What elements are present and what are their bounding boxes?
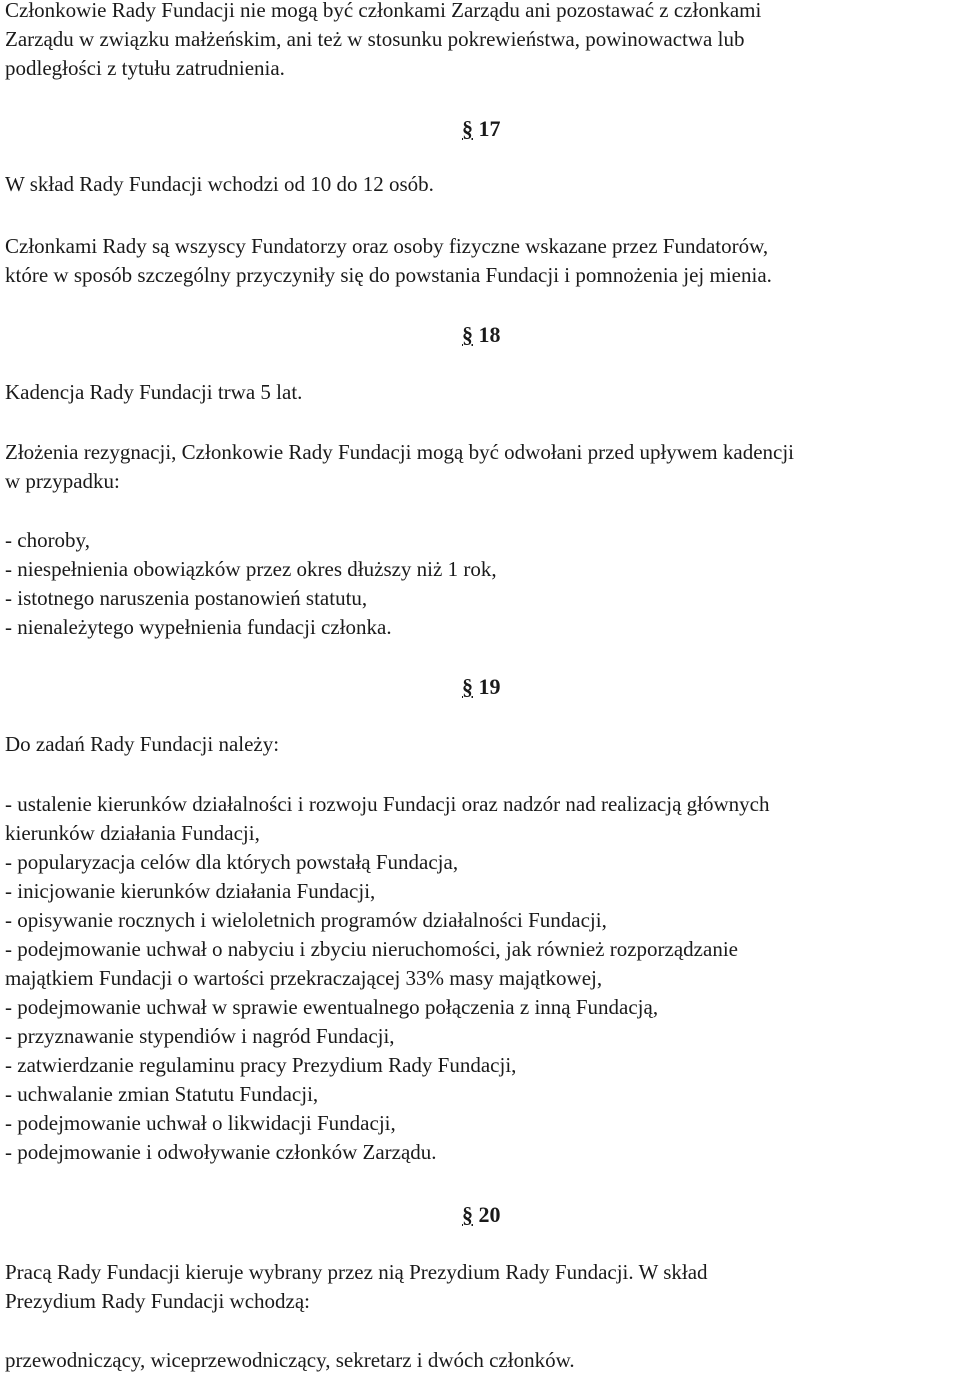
list-item: - podejmowanie i odwoływanie członków Zarządu. bbox=[5, 1140, 437, 1164]
s20-paragraph-2 bbox=[5, 1346, 957, 1375]
section-heading-17 bbox=[462, 114, 501, 143]
section-number: 20 bbox=[478, 1202, 501, 1227]
list-item: - niespełnienia obowiązków przez okres dłuższy niż 1 rok, bbox=[5, 557, 497, 581]
text-line: Członkami Rady są wszyscy Fundatorzy oraz osoby fizyczne wskazane przez Fundatorów, bbox=[5, 234, 769, 258]
text-line: W skład Rady Fundacji wchodzi od 10 do 12 osób. bbox=[5, 172, 434, 196]
list-item: kierunków działania Fundacji, bbox=[5, 821, 260, 845]
text-line: Złożenia rezygnacji, Członkowie Rady Fundacji mogą być odwołani przed upływem kadencji bbox=[5, 440, 795, 464]
text-line: które w sposób szczególny przyczyniły się do powstania Fundacji i pomnożenia jej mienia. bbox=[5, 263, 772, 287]
section-number: 18 bbox=[478, 322, 501, 347]
list-item: - podejmowanie uchwał w sprawie ewentualnego połączenia z inną Fundacją, bbox=[5, 995, 659, 1019]
list-item: - opisywanie rocznych i wieloletnich programów działalności Fundacji, bbox=[5, 908, 607, 932]
text-line: Kadencja Rady Fundacji trwa 5 lat. bbox=[5, 380, 303, 404]
list-item: - podejmowanie uchwał o nabyciu i zbyciu nieruchomości, jak również rozporządzanie bbox=[5, 937, 738, 961]
section-number: 19 bbox=[478, 674, 501, 699]
list-item: - uchwalanie zmian Statutu Fundacji, bbox=[5, 1082, 319, 1106]
list-item: - zatwierdzanie regulaminu pracy Prezydium Rady Fundacji, bbox=[5, 1053, 517, 1077]
list-item: - inicjowanie kierunków działania Fundacji, bbox=[5, 879, 376, 903]
text-line: w przypadku: bbox=[5, 469, 120, 493]
list-item: - popularyzacja celów dla których powstałą Fundacja, bbox=[5, 850, 459, 874]
section-heading-18 bbox=[462, 320, 501, 349]
list-item: majątkiem Fundacji o wartości przekraczającej 33% masy majątkowej, bbox=[5, 966, 603, 990]
text-line: Do zadań Rady Fundacji należy: bbox=[5, 732, 280, 756]
section-number: 17 bbox=[478, 116, 501, 141]
list-item: - podejmowanie uchwał o likwidacji Fundacji, bbox=[5, 1111, 396, 1135]
list-item: - istotnego naruszenia postanowień statutu, bbox=[5, 586, 368, 610]
text-line: Członkowie Rady Fundacji nie mogą być członkami Zarządu ani pozostawać z członkami bbox=[5, 0, 762, 22]
section-sign: § bbox=[462, 674, 473, 699]
section-heading-20 bbox=[462, 1200, 501, 1229]
s17-paragraph-1 bbox=[5, 170, 957, 199]
text-line: Zarządu w związku małżeńskim, ani też w stosunku pokrewieństwa, powinowactwa lub bbox=[5, 27, 745, 51]
section-sign: § bbox=[462, 1202, 473, 1227]
intro-paragraph bbox=[5, 0, 957, 83]
list-item: - choroby, bbox=[5, 528, 90, 552]
s18-paragraph-1 bbox=[5, 378, 957, 407]
s19-list bbox=[5, 790, 957, 1167]
section-sign: § bbox=[462, 116, 473, 141]
s18-paragraph-2 bbox=[5, 438, 957, 496]
s19-paragraph-1 bbox=[5, 730, 957, 759]
s20-paragraph-1 bbox=[5, 1258, 957, 1316]
list-item: - ustalenie kierunków działalności i rozwoju Fundacji oraz nadzór nad realizacją głównych bbox=[5, 792, 770, 816]
list-item: - nienależytego wypełnienia fundacji członka. bbox=[5, 615, 392, 639]
section-heading-19 bbox=[462, 672, 501, 701]
list-item: - przyznawanie stypendiów i nagród Fundacji, bbox=[5, 1024, 395, 1048]
text-line: przewodniczący, wiceprzewodniczący, sekretarz i dwóch członków. bbox=[5, 1348, 575, 1372]
text-line: podległości z tytułu zatrudnienia. bbox=[5, 56, 285, 80]
s18-list bbox=[5, 526, 957, 642]
text-line: Prezydium Rady Fundacji wchodzą: bbox=[5, 1289, 311, 1313]
text-line: Pracą Rady Fundacji kieruje wybrany przez nią Prezydium Rady Fundacji. W skład bbox=[5, 1260, 708, 1284]
section-sign: § bbox=[462, 322, 473, 347]
s17-paragraph-2 bbox=[5, 232, 957, 290]
